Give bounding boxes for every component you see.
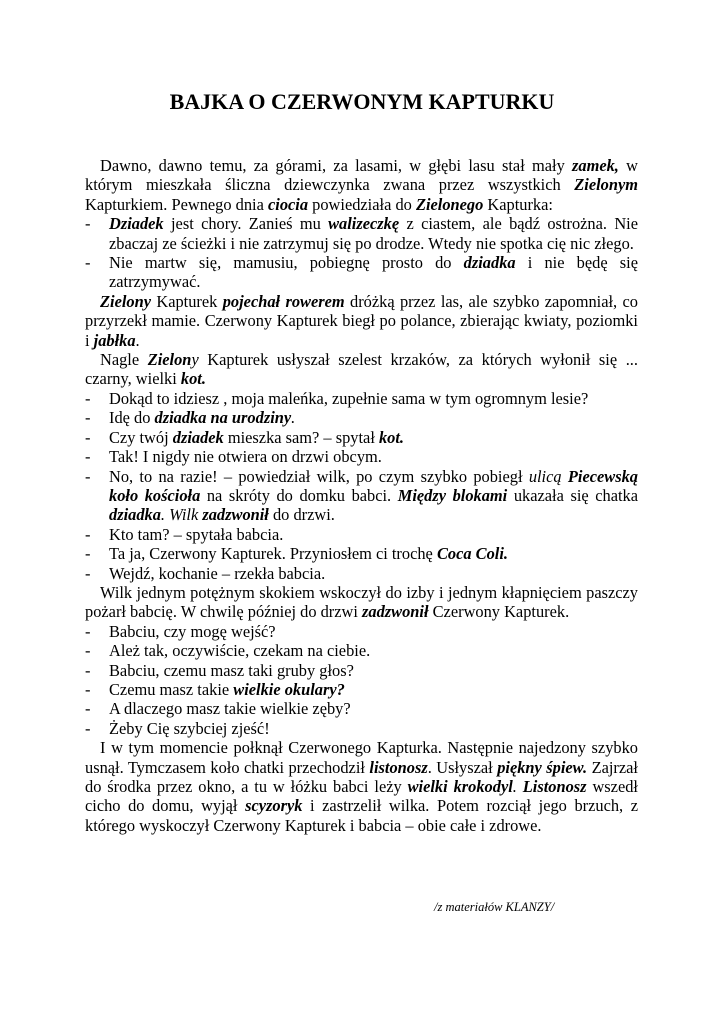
paragraph: Wilk jednym potężnym skokiem wskoczył do izby i jednym kłapnięciem paszczy pożarł babcię. W chwilę później do drzwi zadzwonił Czerwony Kapturek. <box>85 582 638 622</box>
dialogue-line: - Dziadek jest chory. Zanieś mu walizeczkę z ciastem, ale bądź ostrożna. Nie zbaczaj ze ścieżki i nie zatrzymuj się po drodze. Wtedy nie spotka cię nic złego. <box>85 214 638 253</box>
dialogue-line: - Idę do dziadka na urodziny. <box>85 408 296 428</box>
dialogue-line: - Czy twój dziadek mieszka sam? – spytał kot. <box>85 427 405 447</box>
dialogue-line: - Ależ tak, oczywiście, czekam na ciebie. <box>85 641 371 661</box>
dialogue-line: - Tak! I nigdy nie otwiera on drzwi obcym. <box>85 447 382 467</box>
paragraph: Zielony Kapturek pojechał rowerem dróżką przez las, ale szybko zapomniał, co przyrzekł mamie. Czerwony Kapturek biegł po polance, zbierając kwiaty, poziomki i jabłka. <box>85 291 638 350</box>
dialogue-line: - Babciu, czemu masz taki gruby głos? <box>85 660 354 680</box>
dialogue-line: - Dokąd to idziesz , moja maleńka, zupełnie sama w tym ogromnym lesie? <box>85 388 589 408</box>
dialogue-line: - No, to na razie! – powiedział wilk, po czym szybko pobiegł ulicą Piecewską koło kościoła na skróty do domku babci. Między blokami ukazała się chatka dziadka. Wilk zadzwonił do drzwi. <box>85 466 639 525</box>
dialogue-line: - Czemu masz takie wielkie okulary? <box>85 679 345 699</box>
paragraph: Nagle Zielony Kapturek usłyszał szelest krzaków, za których wyłonił się ... czarny, wielki kot. <box>85 350 639 389</box>
dialogue-line: - Żeby Cię szybciej zjeść! <box>85 718 270 738</box>
dialogue-line: - Ta ja, Czerwony Kapturek. Przyniosłem ci trochę Coca Coli. <box>85 544 508 564</box>
page-title: BAJKA O CZERWONYM KAPTURKU <box>169 89 555 114</box>
source-note: /z materiałów KLANZY/ <box>434 900 555 914</box>
paragraph-ending: I w tym momencie połknął Czerwonego Kapturka. Następnie najedzony szybko usnął. Tymczasem koło chatki przechodził listonosz. Usłyszał piękny śpiew. Zajrzał do środka przez okno, a tu w łóżku babci leży wielki krokodyl. Listonosz wszedł cicho do domu, wyjął scyzoryk i zastrzelił wilka. Potem rozciął jego brzuch, z którego wyskoczył Czerwony Kapturek i babcia – obie całe i zdrowe. <box>85 738 638 835</box>
story-text <box>85 156 638 835</box>
dialogue-line: - Babciu, czy mogę wejść? <box>85 621 276 641</box>
dialogue-line: - Kto tam? – spytała babcia. <box>85 524 284 544</box>
dialogue-line: - Nie martw się, mamusiu, pobiegnę prosto do dziadka i nie będę się zatrzymywać. <box>85 253 638 292</box>
dialogue-line: - A dlaczego masz takie wielkie zęby? <box>85 699 351 719</box>
dialogue-line: - Wejdź, kochanie – rzekła babcia. <box>85 563 326 583</box>
paragraph-intro: Dawno, dawno temu, za górami, za lasami, w głębi lasu stał mały zamek, w którym mieszkała śliczna dziewczynka zwana przez wszystkich Zielonym Kapturkiem. Pewnego dnia ciocia powiedziała do Zielonego Kapturka: <box>85 156 639 214</box>
